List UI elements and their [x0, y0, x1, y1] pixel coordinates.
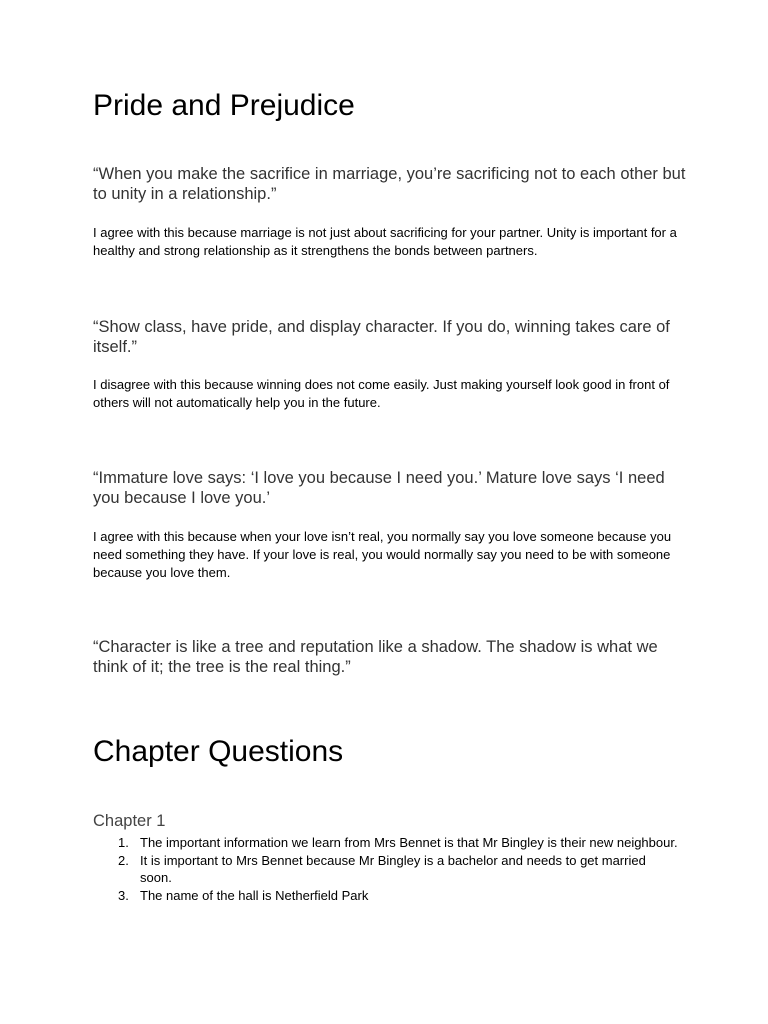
list-item-number: 1.: [118, 835, 129, 850]
chapter-1-heading: Chapter 1: [93, 812, 166, 830]
quote-1: “When you make the sacrifice in marriage, you’re sacrificing not to each other but to unity in a relationship.”: [93, 165, 686, 203]
list-item: [93, 887, 693, 905]
chapter-questions-heading: Chapter Questions: [93, 735, 344, 768]
list-item: [93, 834, 693, 852]
response-2: I disagree with this because winning does not come easily. Just making yourself look good in front of others will not automatically help you in the future.: [93, 377, 670, 410]
response-3: I agree with this because when your love isn’t real, you normally say you love someone because you need something they have. If your love is real, you would normally say you need to be with someone because you love them.: [93, 529, 672, 580]
chapter-1-question-list: [93, 834, 693, 904]
list-item-number: 2.: [118, 852, 129, 868]
quote-4: “Character is like a tree and reputation like a shadow. The shadow is what we think of it; the tree is the real thing.”: [93, 638, 658, 676]
response-1: I agree with this because marriage is not just about sacrificing for your partner. Unity is important for a healthy and strong relationship as it strengthens the bonds between partners.: [93, 225, 677, 258]
list-item-text: The important information we learn from Mrs Bennet is that Mr Bingley is their new neighbour.: [140, 835, 678, 850]
quote-3: “Immature love says: ‘I love you because I need you.’ Mature love says ‘I need you because I love you.’: [93, 469, 665, 507]
list-item-number: 3.: [118, 887, 129, 903]
quote-2: “Show class, have pride, and display character. If you do, winning takes care of itself.”: [93, 318, 670, 356]
list-item: [93, 852, 693, 887]
list-item-text: It is important to Mrs Bennet because Mr Bingley is a bachelor and needs to get married soon.: [140, 852, 646, 885]
document-title: Pride and Prejudice: [93, 89, 355, 122]
list-item-text: The name of the hall is Netherfield Park: [140, 887, 369, 903]
